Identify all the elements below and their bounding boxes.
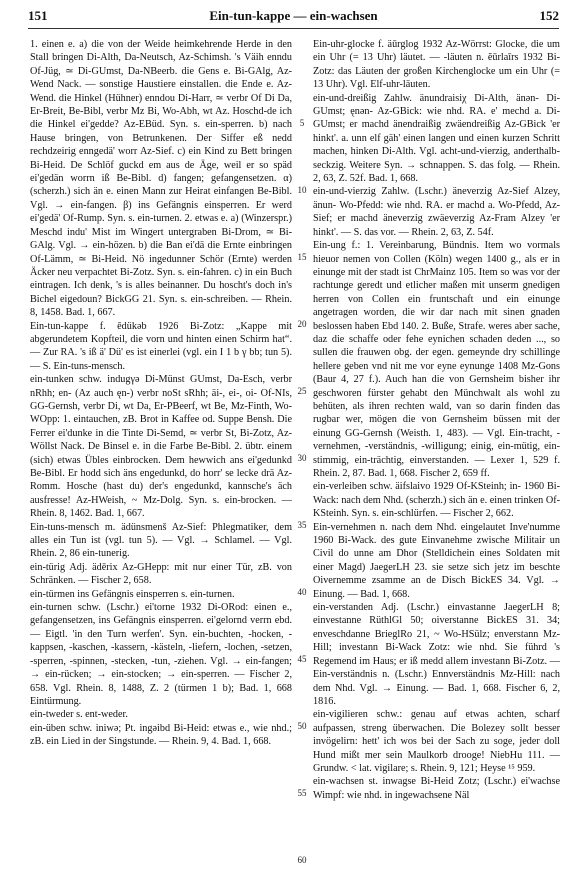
entry-ein-wachsen: ein-wachsen st. inwagse Bi-Heid Zotz; (Lschr.) ei'wachse Wimpf: wie nhd. in ingewachsene Näl — [313, 776, 560, 801]
page-number-right: 152 — [539, 8, 559, 23]
left-column — [30, 38, 292, 749]
header-rule — [28, 28, 559, 29]
line-number: 5 — [299, 118, 305, 128]
entry-ein-und-vierzig: ein-und-vierzig Zahlw. (Lschr.) äneverzig Az-Sief Alzey, änun- Wo-Pfedd: wie nhd. RA. er machd a. Wo-Pfedd, Az-Sief; er machd äneverzig zwäeverzig Az-Fram Alzey 'er hinkt'. — S. das vor. — Rhein. 2, 63, Z. 54f. — [313, 186, 560, 238]
entry-ein-ung: Ein-ung f.: 1. Vereinbarung, Bündnis. Item wo vormals hieuor nemen von Collen (Köln) wegen 1400 g., als er in einunge mit der stadt ist ChrMainz 105. Item so was vor der rachtunge geredt und etlicher maßen mit unserm gnedigen herren von Collen ein fruntschaft und ein einunge angetragen worden, die wir dar nach mit sinen gnaden beslossen haben Ebd 140. 2. Buße, Strafe. weres aber sache, daz die schaffe oder fehe eynichen schaden deden ..., so sullen die frauwen obg. der egen. gemeynde dry schillinge hellere geben vnd nit me vor eyne eynunge 1408 Mz-Gons (Baur 4, 27 f.). Auch han die von Gernsheim bisher ihr geschworen fürster gehabt den Münchwalt als wohl zu behüten, als ihren rechten wald, van so darin finden das rugbar wer, mögen die von Gernsheim büssen mit der einung GG-Gernsh (Weisth. 1, 483). — Vgl. Ein-tracht, -vernehmen, -verständnis, -willigung; einig, ein-mütig, ein-stimmig, ein-trächtig, einverstanden. — Lexer 1, 529 f. Rhein. 2, 87. Bad. 1, 668. Fischer 2, 659 ff. — [313, 240, 560, 479]
entry-ein-tuerig: ein-türig Adj. ädērix Az-GHepp: mit nur einer Tür, zB. von Schränken. — Fischer 2, 658. — [30, 561, 292, 587]
entry-ein-turnen: ein-turnen schw. (Lschr.) ei'torne 1932 Di-ORod: einen e., gefangensetzen, ins Gefängnis einsperren. ei'gelornd verrn ebd. — Eigtl. 'in den Turn werfen'. Syn. ein-buchten, -hocken, -kappsen, -kaschen, -kassern, -kästeln, -liefern, -lochen, -setzen, -sperren, -spinnen, -stecken, -tun, -ziehen. Vgl. → ein-fangen; → ein-rücken; → ein-stocken; → ein-sperren. — Fischer 2, 658. Vgl. Rhein. 8, 1488, Z. 2 (türmen 1 b); Bad. 1, 668 Eintürmung. — [30, 602, 292, 707]
entry-einen-e: 1. einen e. a) die von der Weide heimkehrende Herde in den Stall bringen Di-Alth, Da-Neutsch, Az-Schimsh. 's Väih enndu Of-Jüg, ≃ Di-GUmst, Da-NBeerb. die Gens e. Bi-GAlg, Az-Wend Nack. — sonstige Haustiere einstallen. die Ende e. Az-Wend. die Hinkel (Hühner) enndou Di-Harr, ≃ verbr Of Di Da, Er-Breit, Be-Bibl, verbr Mz Bi, Wo-Abh, wt Az. Hoschd-de ich die Hinkel ei'gedde? Az-EBüd. Syn. s. ein-sperren. b) nach Hause bringen, von Betrunkenen. Der Siffer eß nedd rechdzeirig enngedä' worr Az-Sief. c) ein Kind zu Bett bringen Bi-Heid. De Schlöf guckd em aus de Äge, weil er so späd ei'gedän worrn iß Be-Bibl. d) fangen; gefangensetzen. α) (scherzh.) sich än e. einen Mann zur Heirat einfangen Be-Bibl. Vgl. → ein-fangen. β) ins Gefängnis einsperren. Er werd ei'gedä' Of-Rump. Syn. s. ein-turnen. 2. etwas e. a) (Winzerspr.) Meschd indu' Mist im Wingert untergraben Bi-Drom, ≃ Bi-GAlg. Vgl. → ein-hözen. b) die Ban ei'dä die Ernte einbringen Of-Lämm, ≃ Bi-Heid. Nö ingedunner Schör (Ernte) werden Äcker neu verpachtet Bi-Zotz. Syn. s. ein-fahren. c) in ein Buch eintragen. Ich denk, 's is alles beinanner. Du hoscht's doch in's Bichel eigedoun? BickGG 21. Syn. s. ein-schreiben. — Rhein. 8, 1458. Bad. 1, 667. — [30, 39, 292, 319]
line-number: 10 — [297, 185, 307, 195]
page-number-left: 151 — [28, 8, 48, 23]
entry-ein-tuns-mensch: Ein-tuns-mensch m. ädünsmenš Az-Sief: Phlegmatiker, dem alles ein Tun ist (vgl. tun 5). — Vgl. → Schlamel. — Vgl. Rhein. 2, 86 ein-tunerig. — [30, 521, 292, 560]
entry-ein-und-dreissig: ein-und-dreißig Zahlw. änundraisiχ Di-Alth, änən- Di-GUmst; ęnən- Az-GBick: wie nhd. RA. e' mechd a. Di-GUmst; er machd änendraißig zwäendreißig Az-GBick 'er hinkt'. a. unn elf gäh' einen langen und einen kurzen Schritt machen, hinken Di-Alth. Vgl. acht-und-vierzig, anderthalb-seckzig. Weitere Syn. → schnappen. S. das folg. — Rhein. 2, 63, Z. 52f. Bad. 1, 668. — [313, 92, 560, 185]
line-number: 55 — [297, 788, 307, 798]
line-number: 25 — [297, 386, 307, 396]
entry-ein-vernehmen: Ein-vernehmen n. nach dem Nhd. eingelautet Inve'numme 1960 Bi-Wack. des gute Einvanehme zwische Militair un Civil do unne am Dhor (Stelldichein eines Soldaten mit einer Magd) JaegerLH 23. sie setze sich jetz im beschte Oivernemme zsamme an de Disch BickES 34. Vgl. → Einung. — Bad. 1, 668. — [313, 521, 560, 600]
entry-ein-tunken: ein-tunken schw. indugγə Di-Münst GUmst, Da-Esch, verbr nRhh; en- (Az auch ęn-) verbr noSt sRhh; äi-, ei-, oi- Of-NIs, GG-Gernsh, verbr Di, wt Da, Er-PBeerf, wt Be, Mz-Finth, Wo-WOpp: 1. eintauchen, zB. Brot in Kaffee od. Suppe Bensh. Die Ferrer ei'dunke in die Tinte Di-Semd, ≃ verbr St, Bi-Zotz, Az-Wöllst Nack. De Binsel e. in die Farbe Be-Bibl. 2. übtr. einem (sich) etwas Übles einbrocken. Dem hewwich ans ei'gedunkd Be-Bibl. Er hodd sich äns engedunkd, do horr' se lecke drä Az-Romm. Hosche (hast du) der's engedunkd, kannsche's äch ausfresse! Az-HWeish, ~ Mz-Dolg. Syn. s. ein-brocken. — Rhein. 8, 1462. Bad. 1, 667. — [30, 374, 292, 520]
line-number: 40 — [297, 587, 307, 597]
entry-ein-verleiben: ein-verleiben schw. äifslaivo 1929 Of-KSteinh; in- 1960 Bi-Wack: nach dem Nhd. (scherzh.) sich än e. einen trinken Of-KSteinh. Syn. s. ein-schlürfen. — Fischer 2, 662. — [313, 481, 560, 520]
entry-ein-verstanden: ein-verstanden Adj. (Lschr.) einvastanne JaegerLH 8; einvestanne RüthlGl 50; oiverstanne BickES 31. 34; enveschdanne BrieglRo 21, ~ Wo-HSülz; enverstann Mz-Hill; investann Bi-Wack Zotz: wie nhd. Sie führd 's Regemend im Haus; er iß medd allem investann Bi-Zotz. — Ein-verständnis n. (Lschr.) Ennverständnis Mz-Hill: nach dem Nhd. Vgl. → Einung. — Bad. 1, 668. Fischer 6, 2, 1816. — [313, 602, 560, 707]
entry-ein-tweder: ein-tweder s. ent-weder. — [30, 709, 128, 721]
entry-ein-ueben: ein-üben schw. iniwə; Pt. ingəibd Bi-Heid: etwas e., wie nhd.; zB. ein Lied in der Singstunde. — Rhein. 9, 4. Bad. 1, 668. — [30, 722, 292, 748]
line-number: 35 — [297, 520, 307, 530]
entry-ein-vigilieren: ein-vigilieren schw.: genau auf etwas achten, scharf aufpassen, streng überwachen. Die Bolezey sollt besser invögelirn: hett' ich wos bei der Sach zu soge, jeder doll Hund mißt mer sein Maulkorb drooge! NiebHu 111. — Grundw. < lat. vigilare; s. Rhein. 9, 121; Heyse ¹⁵ 959. — [313, 709, 560, 774]
line-number: 45 — [297, 654, 307, 664]
entry-ein-tun-kappe: Ein-tun-kappe f. ēdükəb 1926 Bi-Zotz: „Kappe mit abgerundetem Kopfteil, die vorn und hinten einen Schirm hat“. — Zur RA. 's iß ä' Dü' es ist einerlei (vgl. ein I 1 b γ bb; tun 5). — S. Ein-tuns-mensch. — [30, 320, 292, 372]
line-number: 50 — [297, 721, 307, 731]
line-number: 15 — [297, 252, 307, 262]
line-number: 60 — [297, 855, 307, 865]
entry-ein-tuermen: ein-türmen ins Gefängnis einsperren s. ein-turnen. — [30, 588, 235, 600]
entry-ein-uhr-glocke: Ein-uhr-glocke f. äūrglog 1932 Az-Wörrst: Glocke, die um ein Uhr (= 13 Uhr) läutet. — -läuten n. ĕūrlaīrs 1932 Bi-Zotz: das Läuten der großen Kirchenglocke um ein Uhr (= 13 Uhr). Vgl. Elf-uhr-läuten. — [313, 39, 560, 91]
running-title: Ein-tun-kappe — ein-wachsen — [209, 8, 378, 23]
right-column — [313, 38, 560, 802]
page-header — [28, 8, 559, 30]
line-number: 20 — [297, 319, 307, 329]
line-number: 30 — [297, 453, 307, 463]
